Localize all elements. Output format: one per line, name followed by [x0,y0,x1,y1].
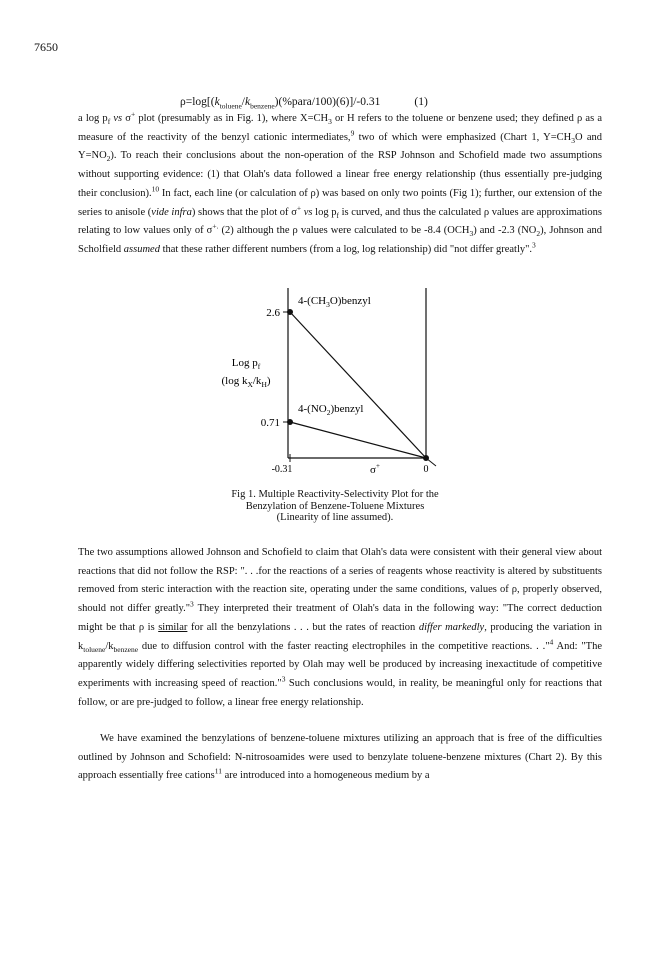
y-axis-label-text: /k [252,375,262,387]
series-label-ch3o [298,295,371,309]
p2-sub: toluene [83,644,106,654]
p1-sub: f [336,210,339,220]
p1-sub: 3 [469,229,474,239]
p1-text: In fact, each line (or calculation of ρ) was based on only two points (Fig 1); further, our extension of the series to anisole ( [78,187,602,218]
x-tick-label-minus-0-31: -0.31 [271,464,293,475]
p1-text: ) shows that the plot of σ [191,206,297,218]
p1-sub: 3 [328,117,332,127]
p1-sup: + [296,203,302,213]
p2-text: /k [105,640,114,652]
paragraph-2 [78,544,602,712]
p2-text: , producing the variation in k [78,621,602,652]
p2-text: due to diffusion control with the faster reacting electrophiles in the competitive reactions. . ." [138,640,550,652]
p1-vs: vs [301,206,313,218]
p1-text: ), Johnson and Scholfield [78,225,602,255]
figure-1-chart [220,282,480,488]
x-tick-label-0: 0 [423,464,429,475]
p2-footnote-3: 3 [281,674,286,684]
p2-text: And: "The apparently widely differing selectivities reported by Olah may well be produced by increasing inexactitude of competitive experiments with increasing speed of reaction." [78,640,602,689]
p2-differ-markedly: differ markedly [418,621,485,633]
y-axis-label-sub-x: X [247,380,253,389]
series-label-no2-end: )benzyl [330,403,364,415]
y-axis-label-line1 [232,357,261,371]
p1-sub: 2 [536,229,541,239]
equation-k1-sub: toluene [219,101,242,111]
p2-footnote-4: 4 [549,637,554,647]
y-axis-label-text: (log k [221,375,248,387]
x-axis-label-sup: + [375,462,380,470]
equation-k1: k [214,96,220,108]
p1-text: or H refers to the toluene or benzene used; they defined ρ as a measure of the reactivity of the benzyl cationic intermediates, [78,113,602,143]
series-line-0 [290,312,426,458]
p1-vide-infra: vide infra [151,206,192,218]
series-line-1 [290,422,426,458]
equation-k2: k [244,96,251,108]
p1-sub: 3 [571,135,575,145]
p2-text: Such conclusions would, in reality, be meaningful only for reactions that follow, or are pre-judged to follow, a linear free energy relationship. [78,677,602,708]
p1-text: a log p [78,113,108,124]
y-tick-label-2-6: 2.6 [266,307,280,319]
y-axis-label-log-p: Log p [231,357,258,369]
equation-slash: / [241,96,245,108]
p1-text: two of which were emphasized (Chart 1, Y=CH [354,131,572,143]
p2-text: The two assumptions allowed Johnson and Schofield to claim that Olah's data were consistent with their general view about reactions that did not follow the RSP: ". . .for the reactions of a series of reagents whose reactivity is altered by substituents removed from steric interaction with the reaction site, operating under the same conditions, values of ρ, properly observed, should not differ greatly." [78,547,602,615]
paragraph-3 [78,730,602,786]
page-number: 7650 [34,40,58,54]
p1-text: that these rather different numbers (from a log, log relationship) did "not differ greatly". [159,243,533,255]
p1-footnote-10: 10 [151,184,160,194]
p1-text: O and Y=NO [78,131,602,162]
y-axis-label-line2 [221,375,270,389]
p2-footnote-3: 3 [190,599,194,609]
p1-sup: +. [212,221,219,231]
caption-line-3: (Linearity of line assumed). [276,512,394,523]
p3-text: are introduced into a homogeneous medium by a [221,770,430,782]
p1-text: (2) although the ρ values were calculated to be -8.4 (OCH [218,225,470,237]
p1-text: plot (presumably as in Fig. 1), where X=CH [135,113,329,124]
series-label-no2-sub: 2 [326,408,331,417]
equation-lhs: ρ=log[( [180,96,215,108]
series-point-0 [287,309,293,315]
y-axis-label-text: ) [266,375,271,387]
equation-number: (1) [414,96,428,108]
paragraph-1 [78,110,602,260]
p1-footnote-3: 3 [532,240,536,250]
p1-text: is curved, and thus the calculated ρ values are approximations relating to low values only of σ [78,206,602,237]
x-axis-label-sigma: σ [370,464,376,476]
caption-line-1: Fig 1. Multiple Reactivity-Selectivity Plot for the [231,489,439,500]
y-tick-label-0-71: 0.71 [260,417,280,429]
equation-1 [180,96,428,111]
series-point-1 [287,419,293,425]
x-axis-label [370,462,380,476]
y-axis-label-sub-h: H [261,380,267,389]
p1-text: ) and -2.3 (NO [473,225,537,237]
series-label-ch3o-end: O)benzyl [329,295,371,307]
p1-footnote-9: 9 [350,128,355,138]
p2-text: They interpreted their treatment of Olah's data in the following way: "The correct deduction might be that ρ is [78,603,602,633]
p1-sup: + [130,109,136,119]
p1-text: ). To reach their conclusions about the non-operation of the RSP Johnson and Schofield made two assumptions without supporting evidence: (1) that Olah's data followed a linear free energy relationship (thus essentially pre-judging their conclusion). [78,150,602,199]
caption-line-2: Benzylation of Benzene-Toluene Mixtures [245,500,425,512]
p3-text: We have examined the benzylations of benzene-toluene mixtures utilizing an approach that is free of the difficulties outlined by Johnson and Schofield: N-nitrosoamides were used to benzylate toluene-benzene mixtures (Chart 2). By this approach essentially free cations [78,733,602,782]
p1-sub: 2 [106,154,111,164]
p2-text: for all the benzylations . . . but the rates of reaction [187,621,419,633]
equation-rest: )(%para/100)(6)]/-0.31 [274,96,381,108]
chart-svg [220,282,480,488]
p1-sub: f [107,117,111,127]
series-label-ch3o-text: 4-(CH [298,295,327,307]
p2-sub: benzene [113,644,139,654]
p2-similar: similar [158,621,188,633]
series-label-ch3o-sub: 3 [326,300,330,309]
p3-footnote-11: 11 [214,766,222,776]
series-label-no2 [298,403,363,417]
y-axis-label-sub-f: f [257,362,261,371]
p1-assumed: assumed [123,243,160,255]
figure-1-caption [200,489,470,524]
p1-vs: vs [110,113,126,124]
p1-text: log p [312,206,337,218]
p1-text: σ [125,113,131,124]
equation-k2-sub: benzene [250,101,275,111]
series-label-no2-text: 4-(NO [298,403,327,415]
